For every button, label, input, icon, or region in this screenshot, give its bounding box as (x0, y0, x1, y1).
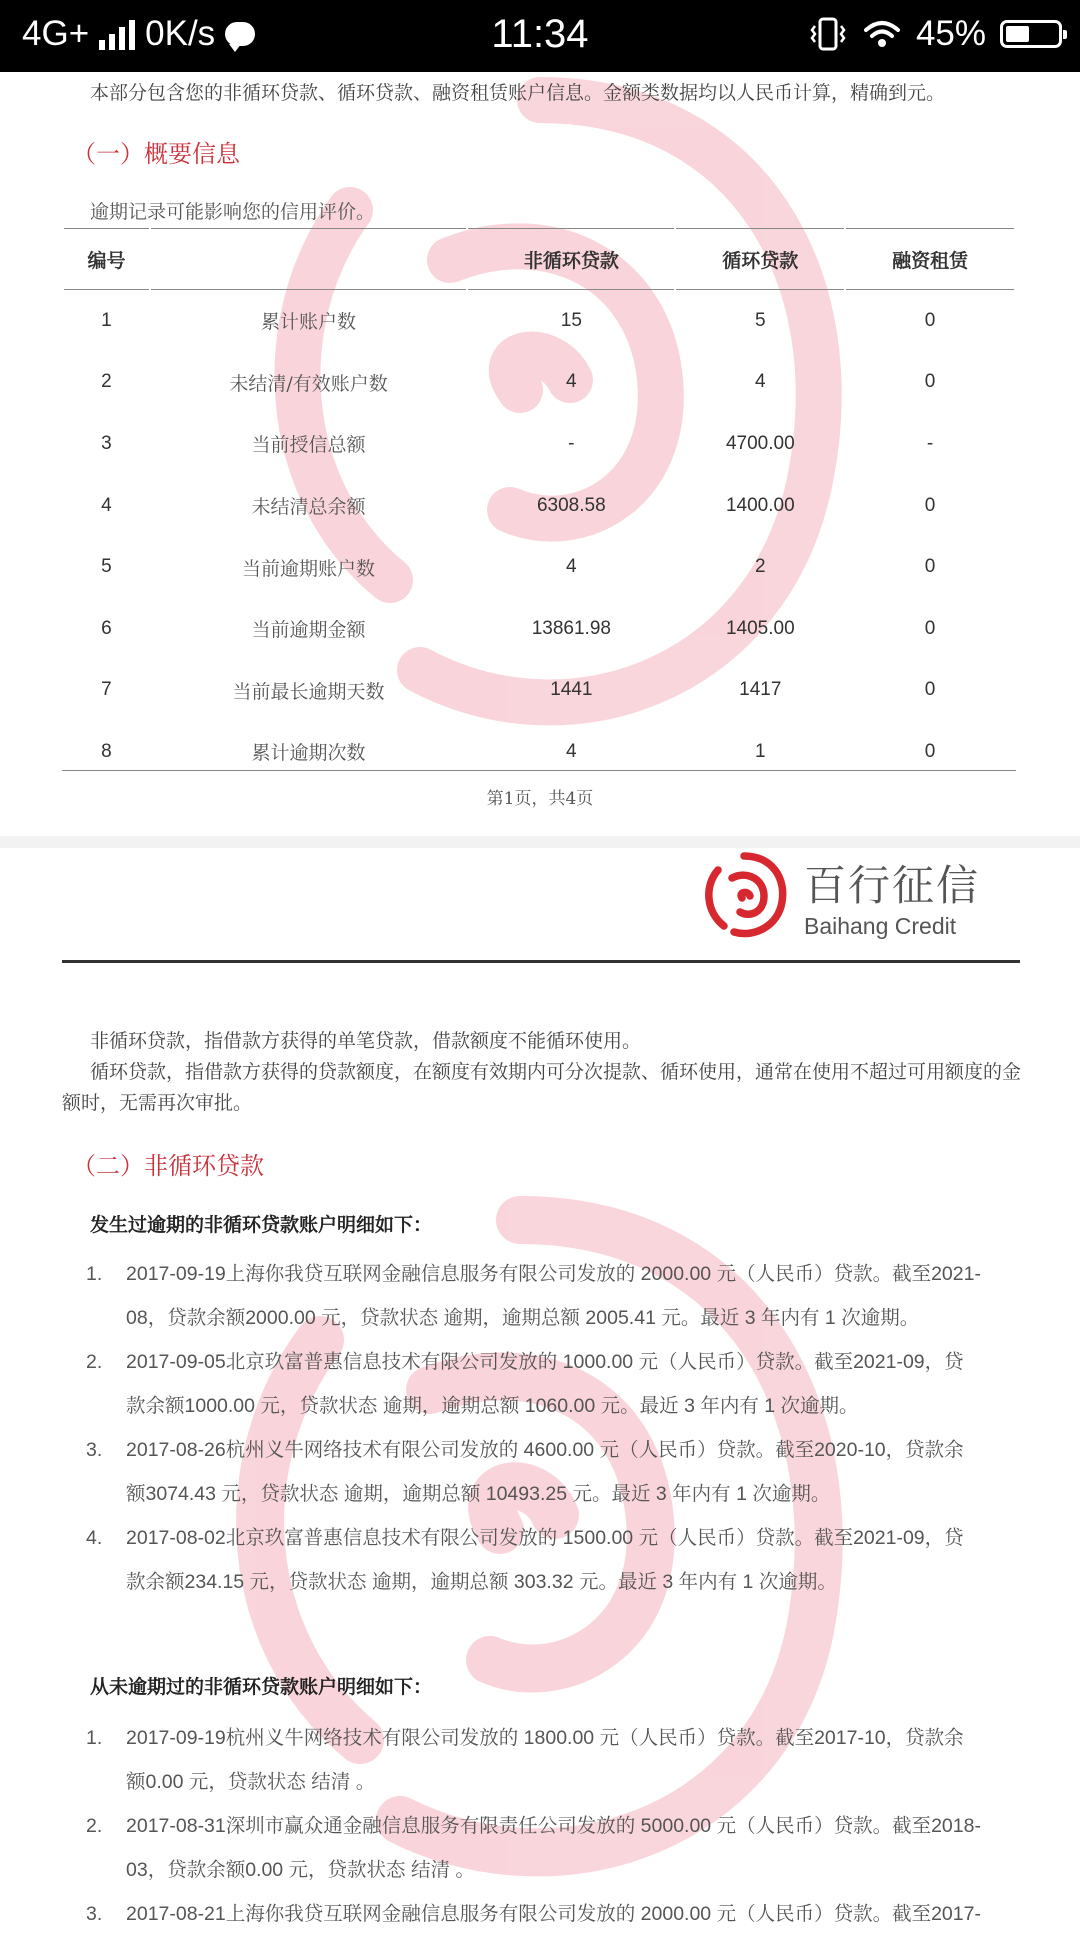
row-item: 当前最长逾期天数 (232, 680, 385, 703)
page-separator (0, 836, 1080, 848)
row-number: 2 (101, 371, 112, 393)
row-leasing: 0 (924, 371, 936, 393)
table-row (64, 352, 1014, 414)
account-item-number: 1. (86, 1263, 103, 1285)
clean-accounts-heading: 从未逾期过的非循环贷款账户明细如下： (90, 1676, 433, 1698)
row-nonrevolving: - (568, 432, 575, 454)
page-number: 第1页，共4页 (486, 789, 594, 809)
table-row (64, 660, 1014, 722)
row-nonrevolving: 6308.58 (536, 494, 606, 516)
row-item: 未结清总余额 (251, 496, 366, 519)
battery-percent: 45% (915, 14, 986, 53)
summary-section-title: （一）概要信息 (72, 140, 240, 168)
account-item-line-2: 款余额1000.00 元，贷款状态 逾期，逾期总额 1060.00 元。最近 3 年内有 1 次逾期。 (126, 1395, 859, 1417)
logo-english-name: Baihang Credit (803, 912, 957, 939)
row-item: 当前逾期账户数 (242, 557, 376, 580)
account-item-line-1: 2017-09-19杭州义牛网络技术有限公司发放的 1800.00 元（人民币）贷款。截至2017-10，贷款余 (126, 1727, 964, 1749)
row-number: 8 (101, 740, 112, 762)
row-item: 当前授信总额 (251, 434, 366, 457)
row-number: 1 (101, 309, 112, 331)
battery-icon (1000, 20, 1062, 48)
col-header-item (151, 228, 466, 290)
col-header-leasing: 融资租赁 (846, 228, 1014, 290)
clean-accounts-list (62, 1716, 1020, 1936)
row-revolving: 4 (755, 371, 766, 393)
baihang-logo-icon (698, 850, 790, 942)
row-revolving: 5 (755, 309, 766, 331)
row-leasing: 0 (924, 679, 936, 701)
table-row (64, 290, 1014, 352)
account-item-line-1: 2017-09-05北京玖富普惠信息技术有限公司发放的 1000.00 元（人民币）贷款。截至2021-09，贷 (126, 1351, 964, 1373)
row-number: 3 (101, 432, 112, 454)
row-nonrevolving: 1441 (550, 679, 593, 701)
account-item-line-1: 2017-08-21上海你我贷互联网金融信息服务有限公司发放的 2000.00 元（人民币）贷款。截至2017- (126, 1903, 981, 1925)
row-number: 4 (101, 494, 112, 516)
row-nonrevolving: 15 (560, 309, 582, 331)
row-nonrevolving: 4 (566, 556, 577, 578)
account-list-item (62, 1516, 1020, 1604)
status-right (808, 14, 1062, 54)
row-item: 未结清/有效账户数 (229, 372, 388, 395)
account-item-line-1: 2017-08-26杭州义牛网络技术有限公司发放的 4600.00 元（人民币）贷款。截至2020-10，贷款余 (126, 1439, 964, 1461)
table-row (64, 598, 1014, 660)
row-nonrevolving: 4 (566, 371, 577, 393)
battery-fill (1006, 26, 1029, 42)
row-revolving: 1405.00 (725, 617, 795, 639)
table-row (64, 475, 1014, 537)
table-bottom-rule (62, 770, 1016, 771)
account-list-item (62, 1716, 1020, 1804)
network-speed: 0K/s (145, 14, 216, 53)
report-page-1 (0, 72, 1080, 836)
col-header-number: 编号 (64, 228, 149, 290)
overdue-accounts-heading: 发生过逾期的非循环贷款账户明细如下： (90, 1214, 433, 1236)
table-row (64, 721, 1014, 783)
wifi-icon (862, 18, 902, 50)
row-revolving: 2 (755, 556, 766, 578)
row-item: 累计账户数 (261, 311, 357, 334)
row-item: 累计逾期次数 (251, 742, 366, 765)
row-revolving: 4700.00 (725, 432, 795, 454)
account-item-number: 4. (86, 1527, 103, 1549)
summary-table-header (64, 228, 1014, 290)
account-list-item (62, 1428, 1020, 1516)
overdue-accounts-list (62, 1252, 1020, 1604)
account-list-item (62, 1804, 1020, 1892)
account-item-line-1: 2017-08-31深圳市赢众通金融信息服务有限责任公司发放的 5000.00 元（人民币）贷款。截至2018- (126, 1815, 981, 1837)
account-item-number: 2. (86, 1351, 103, 1373)
table-row (64, 413, 1014, 475)
row-revolving: 1417 (739, 679, 782, 701)
row-leasing: 0 (924, 617, 936, 639)
account-item-number: 3. (86, 1903, 103, 1925)
network-type: 4G+ (22, 14, 90, 53)
row-leasing: 0 (924, 556, 936, 578)
col-header-nonrevolving: 非循环贷款 (468, 228, 674, 290)
account-item-line-2: 额0.00 元，贷款状态 结清 。 (126, 1771, 376, 1793)
overdue-note: 逾期记录可能影响您的信用评价。 (90, 201, 376, 223)
account-list-item (62, 1252, 1020, 1340)
status-bar (0, 0, 1080, 72)
account-item-line-2: 03，贷款余额0.00 元，贷款状态 结清 。 (126, 1859, 475, 1881)
nonrevolving-section-title: （二）非循环贷款 (72, 1152, 264, 1180)
row-number: 5 (101, 556, 112, 578)
definition-nonrevolving: 非循环贷款，指借款方获得的单笔贷款，借款额度不能循环使用。 (90, 1030, 642, 1052)
row-revolving: 1400.00 (725, 494, 795, 516)
row-number: 7 (101, 679, 112, 701)
baihang-logo (698, 850, 980, 942)
col-header-revolving: 循环贷款 (676, 228, 844, 290)
row-leasing: 0 (924, 309, 936, 331)
row-number: 6 (101, 617, 112, 639)
section-intro: 本部分包含您的非循环贷款、循环贷款、融资租赁账户信息。金额类数据均以人民币计算，精确到元。 (90, 82, 946, 104)
header-rule (62, 960, 1020, 963)
summary-table (62, 228, 1016, 783)
definition-revolving: 循环贷款，指借款方获得的贷款额度，在额度有效期内可分次提款、循环使用，通常在使用不超过可用额度的金额时，无需再次审批。 (62, 1061, 1022, 1114)
row-nonrevolving: 4 (566, 740, 577, 762)
vibrate-icon (808, 16, 848, 52)
row-leasing: 0 (924, 740, 936, 762)
row-leasing: 0 (924, 494, 936, 516)
row-leasing: - (926, 432, 934, 454)
account-item-line-1: 2017-08-02北京玖富普惠信息技术有限公司发放的 1500.00 元（人民币）贷款。截至2021-09，贷 (126, 1527, 964, 1549)
clock: 11:34 (491, 12, 589, 56)
account-item-number: 2. (86, 1815, 103, 1837)
logo-chinese-name: 百行征信 (803, 860, 980, 910)
account-item-number: 3. (86, 1439, 103, 1461)
table-row (64, 536, 1014, 598)
report-page-2 (0, 848, 1080, 1925)
account-list-item (62, 1892, 1020, 1936)
account-list-item (62, 1340, 1020, 1428)
account-item-line-2: 款余额234.15 元，贷款状态 逾期，逾期总额 303.32 元。最近 3 年内有 1 次逾期。 (126, 1571, 837, 1593)
account-item-line-1: 2017-09-19上海你我贷互联网金融信息服务有限公司发放的 2000.00 元（人民币）贷款。截至2021- (126, 1263, 981, 1285)
row-nonrevolving: 13861.98 (531, 617, 611, 639)
account-item-number: 1. (86, 1727, 103, 1749)
row-item: 当前逾期金额 (251, 619, 366, 642)
account-item-line-2: 08，贷款余额2000.00 元，贷款状态 逾期，逾期总额 2005.41 元。最近 3 年内有 1 次逾期。 (126, 1307, 920, 1329)
account-item-line-2: 额3074.43 元，贷款状态 逾期，逾期总额 10493.25 元。最近 3 年内有 1 次逾期。 (126, 1483, 831, 1505)
row-revolving: 1 (755, 740, 766, 762)
